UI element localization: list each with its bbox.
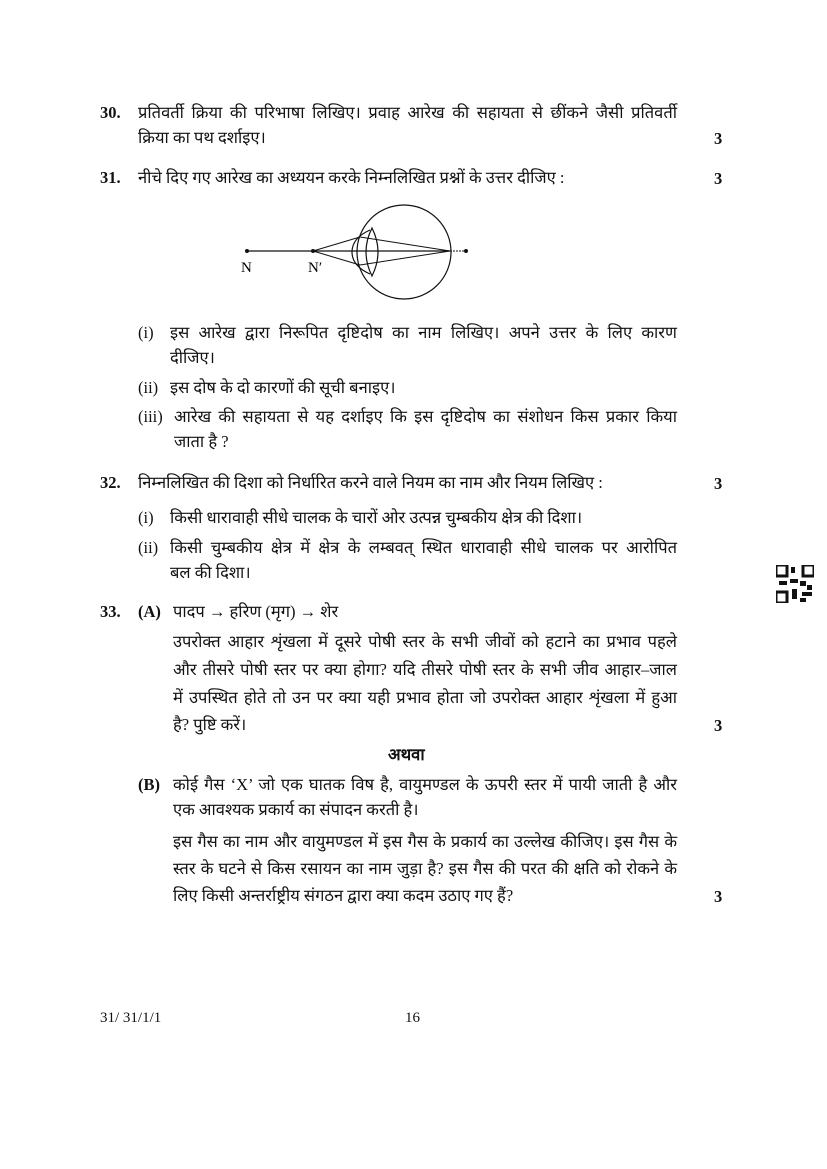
option-label: (A) (138, 602, 161, 621)
question-text: इस गैस का नाम और वायुमण्डल में इस गैस के प्रकार्य का उल्लेख कीजिए। इस गैस के (173, 832, 677, 851)
option-label: (B) (138, 775, 160, 794)
part-text: इस दोष के दो कारणों की सूची बनाइए। (170, 378, 396, 397)
question-text: एक आवश्यक प्रकार्य का संपादन करती है। (173, 800, 419, 819)
part-text: बल की दिशा। (170, 563, 251, 582)
part-text: जाता है ? (174, 432, 229, 451)
part-text: किसी चुम्बकीय क्षेत्र में क्षेत्र के लम्बवत् स्थित धारावाही सीधे चालक पर आरोपित (170, 538, 677, 557)
part-label: (ii) (138, 378, 159, 397)
part-label: (iii) (138, 407, 163, 426)
paper-code: 31/ 31/1/1 (100, 1010, 162, 1026)
part-text: इस आरेख द्वारा निरूपित दृष्टिदोष का नाम लिखिए। अपने उत्तर के लिए कारण (170, 323, 677, 342)
marks: 3 (714, 716, 723, 735)
part-text: आरेख की सहायता से यह दर्शाइए कि इस दृष्टिदोष का संशोधन किस प्रकार किया (174, 407, 677, 426)
question-text: स्तर के घटने से किस रसायन का नाम जुड़ा है? इस गैस की परत की क्षति को रोकने के (173, 859, 677, 878)
or-separator: अथवा (388, 745, 425, 764)
question-number: 33. (100, 602, 121, 621)
food-chain: पादप → हरिण (मृग) → शेर (173, 602, 339, 621)
part-label: (i) (138, 508, 154, 527)
page-number: 16 (405, 1010, 420, 1026)
question-text: उपरोक्त आहार शृंखला में दूसरे पोषी स्तर के सभी जीवों को हटाने का प्रभाव पहले (173, 632, 677, 651)
marks: 3 (714, 129, 723, 148)
marks: 3 (714, 169, 723, 188)
question-text: नीचे दिए गए आरेख का अध्ययन करके निम्नलिखित प्रश्नों के उत्तर दीजिए : (138, 168, 565, 187)
question-number: 31. (100, 168, 121, 187)
question-text: में उपस्थित होते तो उन पर क्या यही प्रभाव होता जो उपरोक्त आहार शृंखला में हुआ (173, 688, 677, 707)
marks: 3 (714, 887, 723, 906)
part-text: दीजिए। (170, 348, 215, 367)
question-number: 32. (100, 473, 121, 492)
marks: 3 (714, 474, 723, 493)
part-label: (i) (138, 323, 154, 342)
question-text: कोई गैस ‘X’ जो एक घातक विष है, वायुमण्डल के ऊपरी स्तर में पायी जाती है और (173, 775, 677, 794)
question-text: लिए किसी अन्तर्राष्ट्रीय संगठन द्वारा क्या कदम उठाए गए हैं? (173, 886, 514, 905)
label-n-prime: N′ (308, 260, 323, 276)
part-label: (ii) (138, 538, 159, 557)
question-number: 30. (100, 103, 121, 122)
part-text: किसी धारावाही सीधे चालक के चारों ओर उत्पन्न चुम्बकीय क्षेत्र की दिशा। (170, 508, 583, 527)
question-text: क्रिया का पथ दर्शाइए। (138, 128, 266, 147)
question-text: है? पुष्टि करें। (173, 715, 247, 734)
label-n: N (241, 260, 252, 276)
question-text: और तीसरे पोषी स्तर पर क्या होगा? यदि तीसरे पोषी स्तर के सभी जीव आहार–जाल (173, 660, 677, 679)
eye-defect-diagram (230, 200, 490, 310)
question-text: निम्नलिखित की दिशा को निर्धारित करने वाले नियम का नाम और नियम लिखिए : (138, 473, 603, 492)
qr-code (776, 565, 814, 603)
question-text: प्रतिवर्ती क्रिया की परिभाषा लिखिए। प्रवाह आरेख की सहायता से छींकने जैसी प्रतिवर्ती (138, 103, 677, 122)
